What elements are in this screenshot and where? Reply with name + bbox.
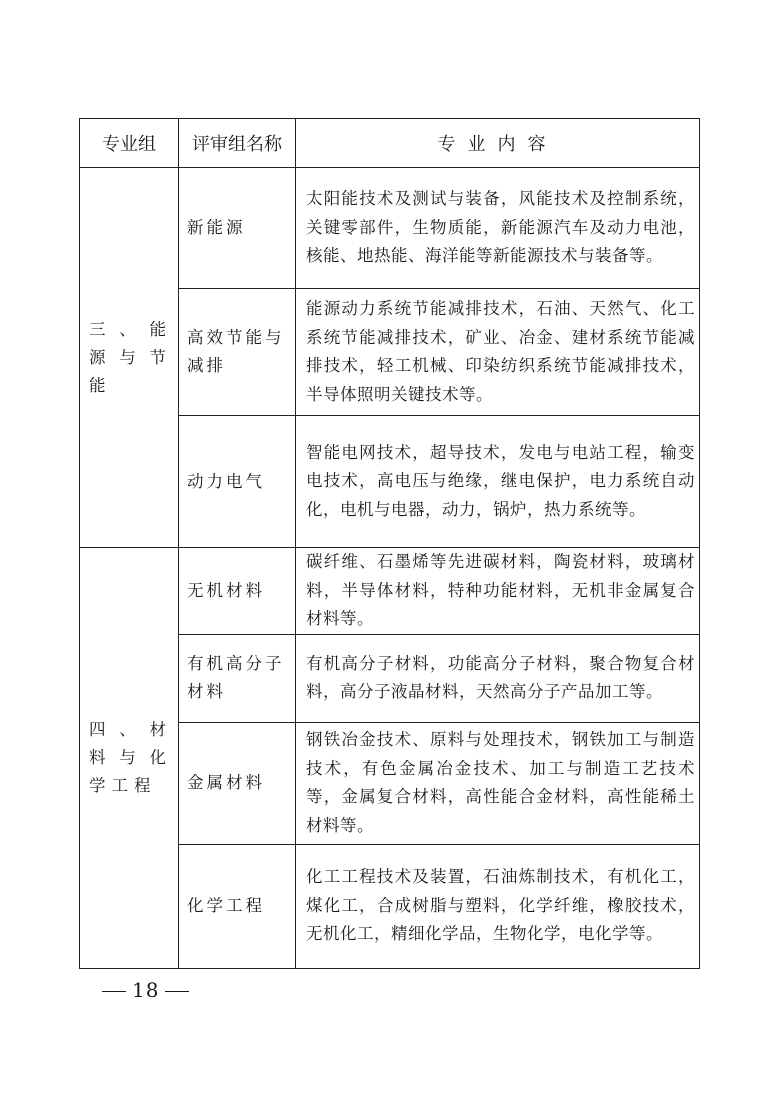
footer-dash-right — [165, 991, 189, 992]
specialty-table — [79, 118, 700, 969]
table-header-row — [80, 119, 700, 168]
header-group: 专业组 — [80, 119, 179, 168]
review-group-name: 无机材料 — [179, 548, 296, 635]
table-row — [80, 548, 700, 635]
review-group-name: 新能源 — [179, 168, 296, 289]
review-group-name: 有机高分子材料 — [179, 634, 296, 722]
review-group-content: 化工工程技术及装置，石油炼制技术，有机化工，煤化工，合成树脂与塑料，化学纤维，橡胶技术，无机化工，精细化学品，生物化学，电化学等。 — [296, 844, 700, 968]
review-group-content: 钢铁冶金技术、原料与处理技术，钢铁加工与制造技术，有色金属冶金技术、加工与制造工艺技术等，金属复合材料，高性能合金材料，高性能稀土材料等。 — [296, 722, 700, 844]
header-review-group-name: 评审组名称 — [179, 119, 296, 168]
review-group-content: 太阳能技术及测试与装备，风能技术及控制系统，关键零部件，生物质能，新能源汽车及动力电池，核能、地热能、海洋能等新能源技术与装备等。 — [296, 168, 700, 289]
review-group-name: 化学工程 — [179, 844, 296, 968]
review-group-name: 高效节能与减排 — [179, 289, 296, 416]
table-row — [80, 168, 700, 289]
review-group-content: 智能电网技术，超导技术，发电与电站工程，输变电技术，高电压与绝缘，继电保护，电力系统自动化，电机与电器，动力，锅炉，热力系统等。 — [296, 416, 700, 548]
page-footer — [96, 978, 195, 1002]
group-materials-label: 四、材料与化学工程 — [80, 548, 179, 969]
review-group-content: 碳纤维、石墨烯等先进碳材料，陶瓷材料，玻璃材料，半导体材料，特种功能材料，无机非金属复合材料等。 — [296, 548, 700, 635]
review-group-content: 能源动力系统节能减排技术，石油、天然气、化工系统节能减排技术，矿业、冶金、建材系统节能减排技术，轻工机械、印染纺织系统节能减排技术，半导体照明关键技术等。 — [296, 289, 700, 416]
review-group-name: 金属材料 — [179, 722, 296, 844]
page-number: 18 — [132, 978, 160, 1002]
header-content: 专业内容 — [296, 119, 700, 168]
review-group-name: 动力电气 — [179, 416, 296, 548]
review-group-content: 有机高分子材料，功能高分子材料，聚合物复合材料，高分子液晶材料，天然高分子产品加工等。 — [296, 634, 700, 722]
group-energy-label: 三、能源与节能 — [80, 168, 179, 548]
footer-dash-left — [102, 991, 126, 992]
